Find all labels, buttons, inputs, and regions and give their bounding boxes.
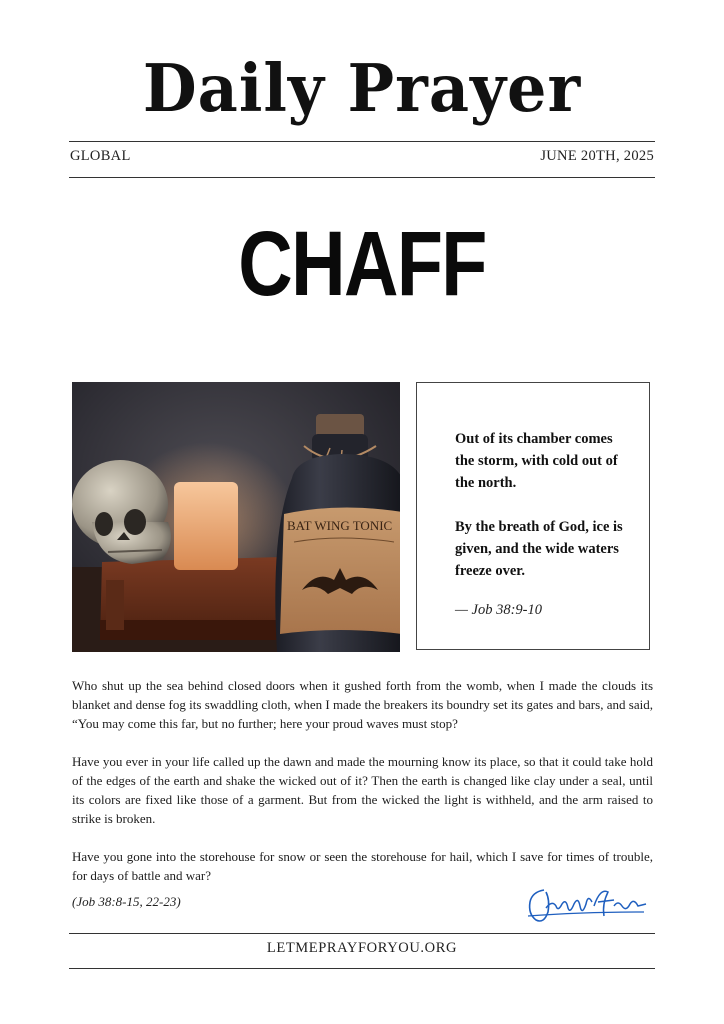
headline: CHAFF	[238, 213, 486, 315]
pull-quote-text	[455, 428, 635, 604]
footer-bottom-divider	[69, 968, 655, 969]
dateline-date: JUNE 20TH, 2025	[540, 148, 654, 164]
candle	[174, 482, 238, 570]
footer-site[interactable]: LETMEPRAYFORYOU.ORG	[266, 940, 458, 956]
feature-photo	[72, 382, 400, 652]
body-paragraph: Have you gone into the storehouse for snow or seen the storehouse for hail, which I save for times of trouble, for days of battle and war?	[72, 849, 653, 883]
pull-quote-line: By the breath of God, ice is given, and the wide waters freeze over.	[455, 519, 623, 579]
top-divider	[69, 141, 655, 142]
scripture-citation: (Job 38:8-15, 22-23)	[72, 894, 181, 909]
pull-quote-reference: — Job 38:9-10	[455, 602, 542, 618]
dateline-divider	[69, 177, 655, 178]
masthead-title: Daily Prayer	[142, 50, 582, 127]
signature	[522, 882, 648, 926]
pull-quote-box	[416, 382, 650, 650]
body-paragraph: Have you ever in your life called up the dawn and made the mourning know its place, so that it could take hold of the edges of the earth and shake the wicked out of it? Then the earth is changed like clay under a seal, until its colors are fixed like those of a garment. But from the wicked the light is withheld, and the arm raised to strike is broken.	[72, 754, 653, 826]
pull-quote-line: Out of its chamber comes the storm, with cold out of the north.	[455, 431, 618, 491]
dateline-region: GLOBAL	[70, 148, 131, 164]
body-paragraph: Who shut up the sea behind closed doors when it gushed forth from the womb, when I made the clouds its blanket and dense fog its swaddling cloth, when I made the breakers its boundry set its gates and bars, and said, “You may come this far, but no further; here your proud waves must stop?	[72, 678, 653, 731]
footer-top-divider	[69, 933, 655, 934]
article-body	[72, 676, 653, 904]
bottle-label-text: BAT WING TONIC	[287, 518, 393, 533]
